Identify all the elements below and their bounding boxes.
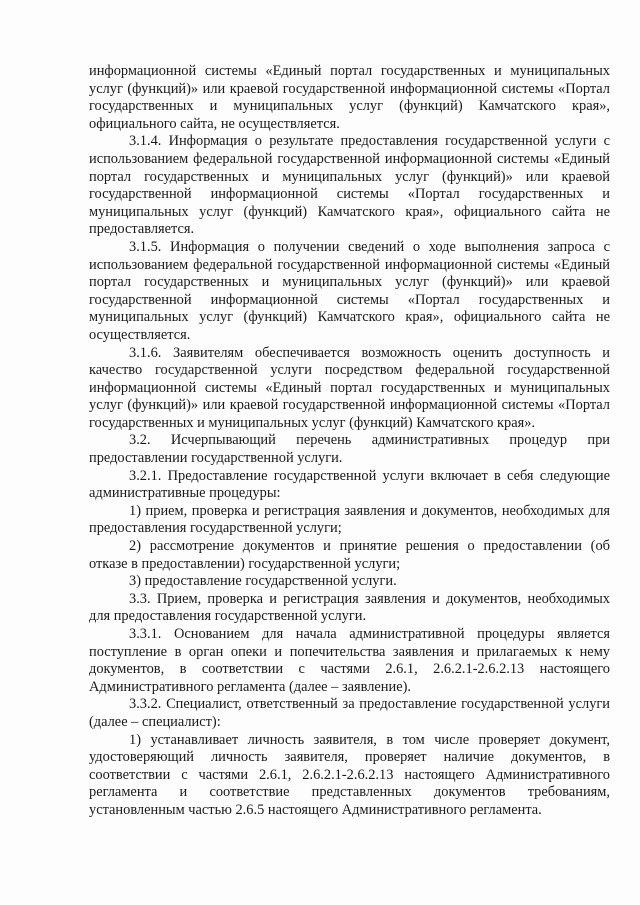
- list-item-1: 1) прием, проверка и регистрация заявления и документов, необходимых для предоставления государственной услуги;: [89, 502, 610, 537]
- paragraph-3-2: 3.2. Исчерпывающий перечень административных процедур при предоставлении государственной услуги.: [89, 432, 610, 467]
- paragraph-3-1-4: 3.1.4. Информация о результате предоставления государственной услуги с использованием федеральной государственной информационной системы «Единый портал государственных и муниципальных услуг (функций)» или краевой государственной информационной системы «Портал государственных и муниципальных услуг (функций) Камчатского края», официального сайта не предоставляется.: [89, 133, 610, 238]
- paragraph-3-1-6: 3.1.6. Заявителям обеспечивается возможность оценить доступность и качество государственной услуги посредством федеральной государственной информационной системы «Единый портал государственных и муниципальных услуг (функций)» или краевой государственной информационной системы «Портал государственных и муниципальных услуг (функций) Камчатского края».: [89, 344, 610, 431]
- document-body: [89, 63, 610, 820]
- paragraph-3-1-5: 3.1.5. Информация о получении сведений о ходе выполнения запроса с использованием федеральной государственной информационной системы «Единый портал государственных и муниципальных услуг (функций)» или краевой государственной информационной системы «Портал государственных и муниципальных услуг (функций) Камчатского края», официального сайта не осуществляется.: [89, 238, 610, 343]
- paragraph-continuation: информационной системы «Единый портал государственных и муниципальных услуг (функций)» или краевой государственной информационной системы «Портал государственных и муниципальных услуг (функций) Камчатского края», официального сайта, не осуществляется.: [89, 63, 610, 132]
- paragraph-3-3-1: 3.3.1. Основанием для начала административной процедуры является поступление в орган опеки и попечительства заявления и прилагаемых к нему документов, в соответствии с частями 2.6.1, 2.6.2.1-2.6.2.13 настоящего Административного регламента (далее – заявление).: [89, 626, 610, 695]
- list-item-3: 3) предоставление государственной услуги.: [129, 573, 397, 590]
- paragraph-3-3-2: 3.3.2. Специалист, ответственный за предоставление государственной услуги (далее – специалист):: [89, 696, 610, 730]
- paragraph-3-2-1: 3.2.1. Предоставление государственной услуги включает в себя следующие административные процедуры:: [89, 467, 610, 502]
- list-item-2: 2) рассмотрение документов и принятие решения о предоставлении (об отказе в предоставлении) государственной услуги;: [89, 538, 610, 572]
- list-item-specialist-1: 1) устанавливает личность заявителя, в том числе проверяет документ, удостоверяющий личность заявителя, проверяет наличие документов, в соответствии с частями 2.6.1, 2.6.2.1-2.6.2.13 настоящего Административного регламента и соответствие представленных документов требованиям, установленным частью 2.6.5 настоящего Административного регламента.: [89, 731, 610, 818]
- paragraph-3-3: 3.3. Прием, проверка и регистрация заявления и документов, необходимых для предоставления государственной услуги.: [89, 590, 610, 625]
